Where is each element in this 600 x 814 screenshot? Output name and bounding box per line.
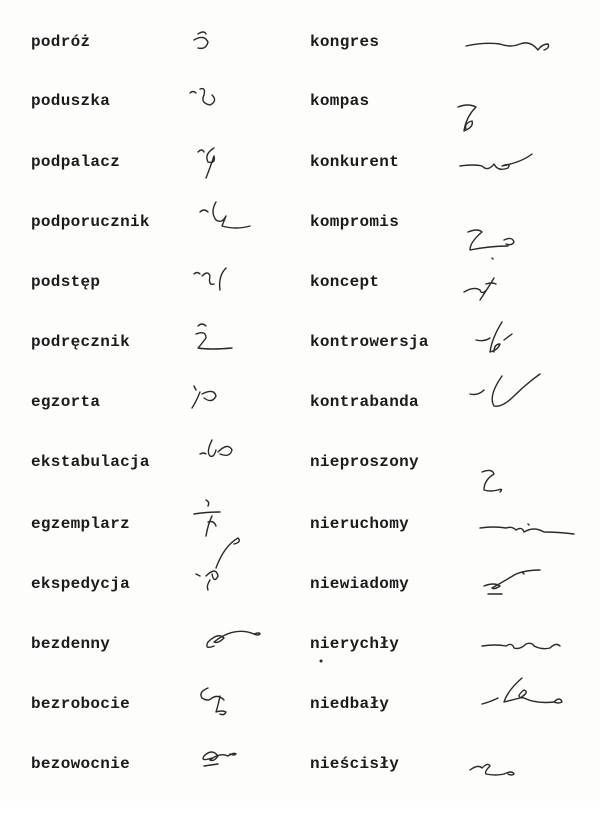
list-item	[300, 91, 600, 151]
shorthand-podrecznik-icon	[190, 320, 256, 364]
entry-word: nieproszony	[310, 453, 419, 471]
shorthand-bezrobocie-icon	[196, 684, 246, 724]
shorthand-nieruchomy-icon	[476, 514, 586, 544]
entry-word: podręcznik	[31, 333, 131, 351]
list-item	[300, 392, 600, 452]
entry-word: egzemplarz	[31, 515, 131, 533]
entry-word: podróż	[31, 33, 91, 51]
entry-word: niedbały	[310, 695, 390, 713]
list-item	[300, 452, 600, 512]
entry-word: egzorta	[31, 393, 101, 411]
shorthand-podpalacz-icon	[192, 144, 232, 184]
shorthand-nieproszony-icon	[476, 464, 526, 504]
entry-word: bezrobocie	[31, 695, 131, 713]
shorthand-nierychly-icon	[478, 632, 578, 662]
entry-word: podporucznik	[31, 213, 150, 231]
shorthand-kompas-icon	[454, 101, 494, 141]
entry-word: ekspedycja	[31, 575, 131, 593]
entry-word: poduszka	[31, 92, 111, 110]
shorthand-podporucznik-icon	[196, 200, 266, 244]
entry-word: ekstabulacja	[31, 453, 150, 471]
shorthand-egzorta-icon	[188, 380, 228, 420]
list-item	[300, 574, 600, 634]
entry-word: kontrowersja	[310, 333, 429, 351]
list-item	[300, 152, 600, 212]
entry-word: kompas	[310, 92, 370, 110]
entry-word: bezowocnie	[31, 755, 131, 773]
list-item	[300, 272, 600, 332]
shorthand-bezdenny-icon	[200, 620, 280, 660]
shorthand-bezowocnie-icon	[196, 744, 256, 780]
list-item	[0, 212, 300, 272]
entry-word: konkurent	[310, 153, 400, 171]
entry-word: nieścisły	[310, 755, 400, 773]
right-column	[300, 0, 600, 801]
shorthand-ekspedycja-icon	[190, 532, 252, 594]
shorthand-kontrabanda-icon	[466, 370, 556, 420]
shorthand-podstep-icon	[190, 264, 240, 300]
entry-word: koncept	[310, 273, 380, 291]
dot-mark-icon	[318, 658, 324, 664]
shorthand-kompromis-icon	[462, 224, 532, 264]
entry-word: nierychły	[310, 635, 400, 653]
shorthand-niescisly-icon	[466, 750, 536, 786]
list-item	[0, 392, 300, 452]
shorthand-ekstabulacja-icon	[196, 438, 246, 478]
entry-word: kongres	[310, 33, 380, 51]
shorthand-niewiadomy-icon	[478, 560, 568, 604]
entry-word: podpalacz	[31, 153, 121, 171]
list-item	[300, 694, 600, 754]
shorthand-niedbaly-icon	[478, 670, 578, 720]
list-item	[300, 754, 600, 814]
shorthand-koncept-icon	[460, 274, 520, 310]
shorthand-kongres-icon	[462, 30, 562, 60]
entry-word: niewiadomy	[310, 575, 410, 593]
entry-word: nieruchomy	[310, 515, 410, 533]
list-item	[0, 91, 300, 151]
entry-word: kompromis	[310, 213, 400, 231]
entry-word: bezdenny	[31, 635, 111, 653]
list-item	[0, 754, 300, 814]
left-column	[0, 0, 300, 801]
list-item	[300, 32, 600, 92]
list-item	[0, 514, 300, 574]
entry-word: kontrabanda	[310, 393, 419, 411]
list-item	[0, 32, 300, 92]
list-item	[0, 452, 300, 512]
list-item	[300, 212, 600, 272]
shorthand-poduszka-icon	[186, 83, 236, 119]
entry-word: podstęp	[31, 273, 101, 291]
list-item	[0, 332, 300, 392]
shorthand-kontrowersja-icon	[472, 318, 532, 368]
shorthand-konkurent-icon	[456, 150, 556, 182]
list-item	[0, 634, 300, 694]
shorthand-podroz-icon	[188, 26, 228, 62]
